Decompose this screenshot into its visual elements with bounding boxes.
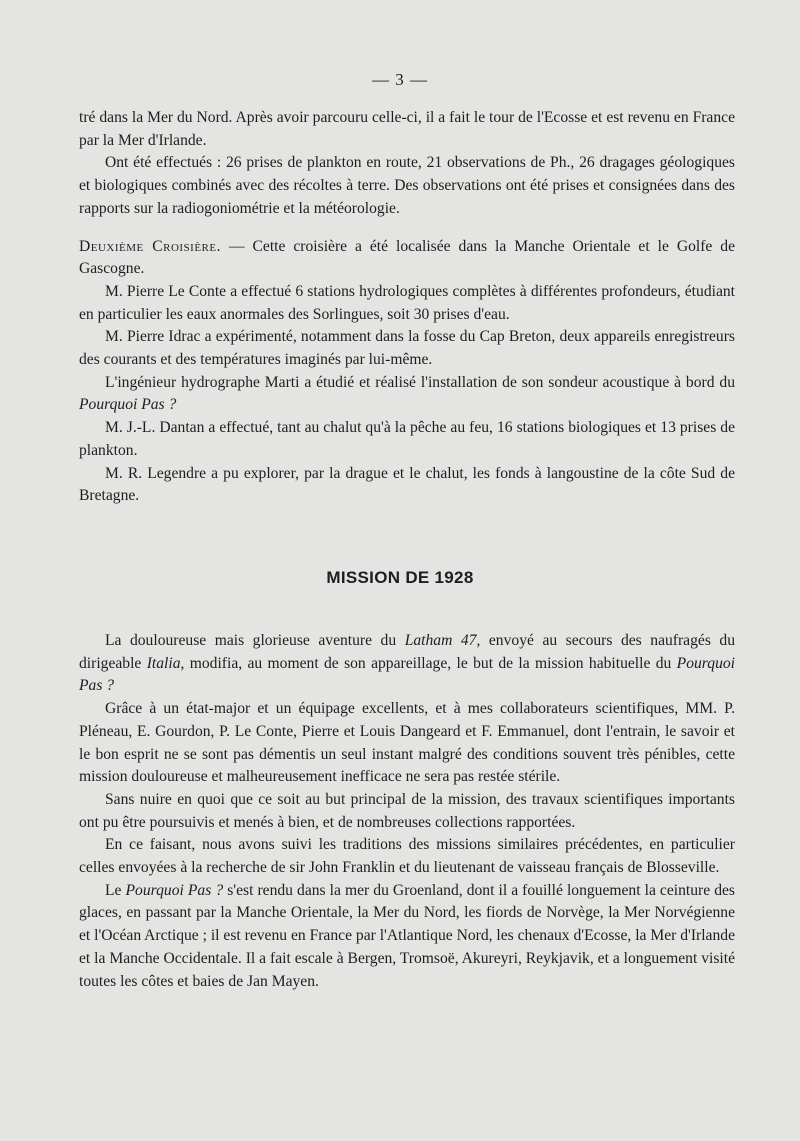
paragraph-route bbox=[79, 880, 735, 994]
marti-text: L'ingénieur hydrographe Marti a étudié et réalisé l'installation de son sondeur acoustique à bord du bbox=[105, 373, 735, 391]
ship-name: Pourquoi Pas ? bbox=[125, 881, 224, 899]
paragraph-le-conte: M. Pierre Le Conte a effectué 6 stations hydrologiques complètes à différentes profondeurs, étudiant en particulier les eaux anormales des Sorlingues, soit 30 prises d'eau. bbox=[79, 282, 735, 323]
paragraph-legendre: M. R. Legendre a pu explorer, par la drague et le chalut, les fonds à langoustine de la côte Sud de Bretagne. bbox=[79, 464, 735, 505]
ship-name: Pourquoi Pas ? bbox=[79, 654, 736, 695]
latham-text-a: La douloureuse mais glorieuse aventure du bbox=[105, 632, 405, 649]
latham-text-b: , envoyé au secours des naufragés du dirigeable bbox=[79, 632, 735, 672]
route-text-a: Le bbox=[105, 881, 126, 899]
paragraph-collaborators: Grâce à un état-major et un équipage excellents, et à mes collaborateurs scientifiques, MM. P. Pléneau, E. Gourdon, P. Le Conte, Pierre et Louis Dangeard et F. Emmanuel, dont l'entrain, le savoir et le bon esprit ne se sont pas démentis un seul instant malgré des conditions souvent très pénibles, cette mission douloureuse et malheureusement inefficace ne sera pas restée stérile. bbox=[79, 700, 735, 786]
mission-heading: MISSION DE 1928 bbox=[326, 568, 474, 587]
italia-name: Italia bbox=[146, 654, 181, 672]
paragraph-idrac: M. Pierre Idrac a expérimenté, notamment dans la fosse du Cap Breton, deux appareils enregistreurs des courants et des températures imaginés par lui-même. bbox=[79, 328, 735, 369]
section-mission-1928 bbox=[79, 630, 735, 993]
paragraph-observations: Ont été effectués : 26 prises de plankton en route, 21 observations de Ph., 26 dragages géologiques et biologiques combinés avec des récoltes à terre. Des observations ont été prises et consignées dans des rapports sur la radiogoniométrie et la météorologie. bbox=[79, 154, 735, 217]
second-cruise-label: Deuxième Croisière. bbox=[79, 237, 222, 255]
ship-name: Pourquoi Pas ? bbox=[79, 396, 177, 414]
page-number: — 3 — bbox=[372, 70, 428, 89]
paragraph-second-cruise bbox=[79, 236, 735, 281]
paragraph-north-sea: tré dans la Mer du Nord. Après avoir parcouru celle-ci, il a fait le tour de l'Ecosse et est revenu en France par la Mer d'Irlande. bbox=[79, 109, 735, 149]
paragraph-dantan: M. J.-L. Dantan a effectué, tant au chalut qu'à la pêche au feu, 16 stations biologiques et 13 prises de plankton. bbox=[79, 419, 735, 459]
paragraph-traditions: En ce faisant, nous avons suivi les traditions des missions similaires précédentes, en particulier celles envoyées à la recherche de sir John Franklin et du lieutenant de vaisseau français de Blosseville. bbox=[79, 836, 735, 877]
paragraph-marti bbox=[79, 372, 735, 417]
route-text-b: s'est rendu dans la mer du Groenland, dont il a fouillé longuement la ceinture des glaces, en passant par la Manche Orientale, la Mer du Nord, les fiords de Norvège, la Mer Norvégienne et l'Océan Arctique ; il est revenu en France par l'Atlantique Nord, les chenaux d'Ecosse, la Mer d'Irlande et la Manche Occidentale. Il a fait escale à Bergen, Tromsoë, Akureyri, Reykjavik, et a longuement visité toutes les côtes et baies de Jan Mayen. bbox=[79, 881, 735, 990]
latham-text-c: , modifia, au moment de son appareillage, le but de la mission habituelle du bbox=[180, 654, 677, 672]
paragraph-latham bbox=[79, 630, 735, 698]
latham-name: Latham 47 bbox=[404, 632, 477, 649]
second-cruise-text: — Cette croisière a été localisée dans la Manche Orientale et le Golfe de Gascogne. bbox=[79, 237, 735, 278]
section-first-cruise-end bbox=[79, 107, 735, 508]
paragraph-scientific-work: Sans nuire en quoi que ce soit au but principal de la mission, des travaux scientifiques importants ont pu être poursuivis et menés à bien, et de nombreuses collections rapportées. bbox=[79, 790, 735, 831]
